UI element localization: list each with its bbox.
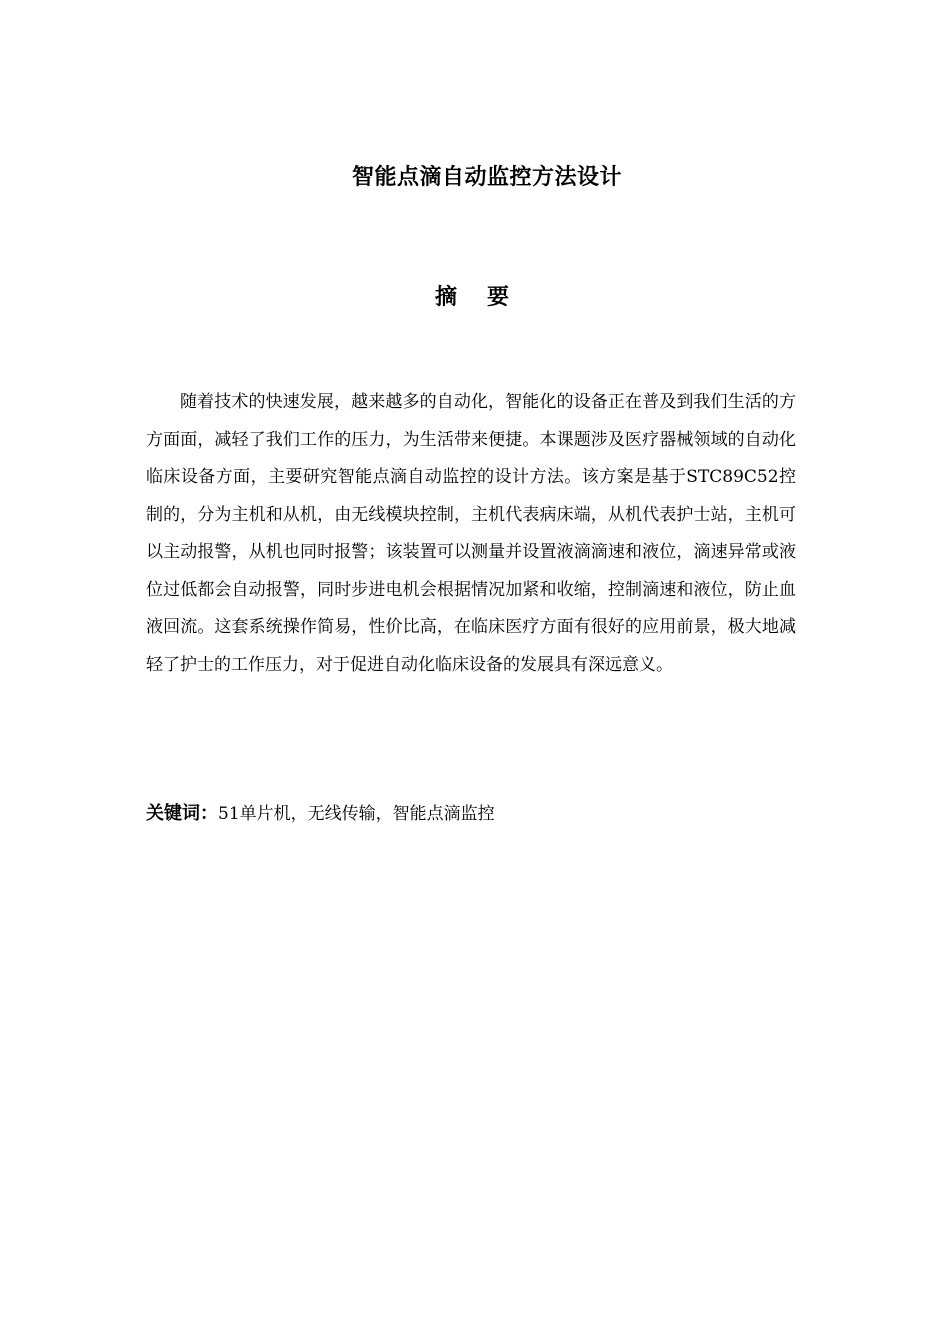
abstract-paragraph: 随着技术的快速发展，越来越多的自动化，智能化的设备正在普及到我们生活的方方面面，减轻了我们工作的压力，为生活带来便捷。本课题涉及医疗器械领域的自动化临床设备方面，主要研究智能点滴自动监控的设计方法。该方案是基于STC89C52控制的，分为主机和从机，由无线模块控制，主机代表病床端，从机代表护士站，主机可以主动报警，从机也同时报警；该装置可以测量并设置液滴滴速和液位，滴速异常或液位过低都会自动报警，同时步进电机会根据情况加紧和收缩，控制滴速和液位，防止血液回流。这套系统操作简易，性价比高，在临床医疗方面有很好的应用前景，极大地减轻了护士的工作压力，对于促进自动化临床设备的发展具有深远意义。	[146, 392, 796, 675]
keywords-label: 关键词：	[146, 803, 218, 824]
abstract-heading: 摘要	[434, 285, 539, 310]
keywords-line	[146, 800, 796, 828]
document-title: 智能点滴自动监控方法设计	[351, 165, 622, 190]
keywords-value: 51单片机，无线传输，智能点滴监控	[218, 804, 495, 824]
